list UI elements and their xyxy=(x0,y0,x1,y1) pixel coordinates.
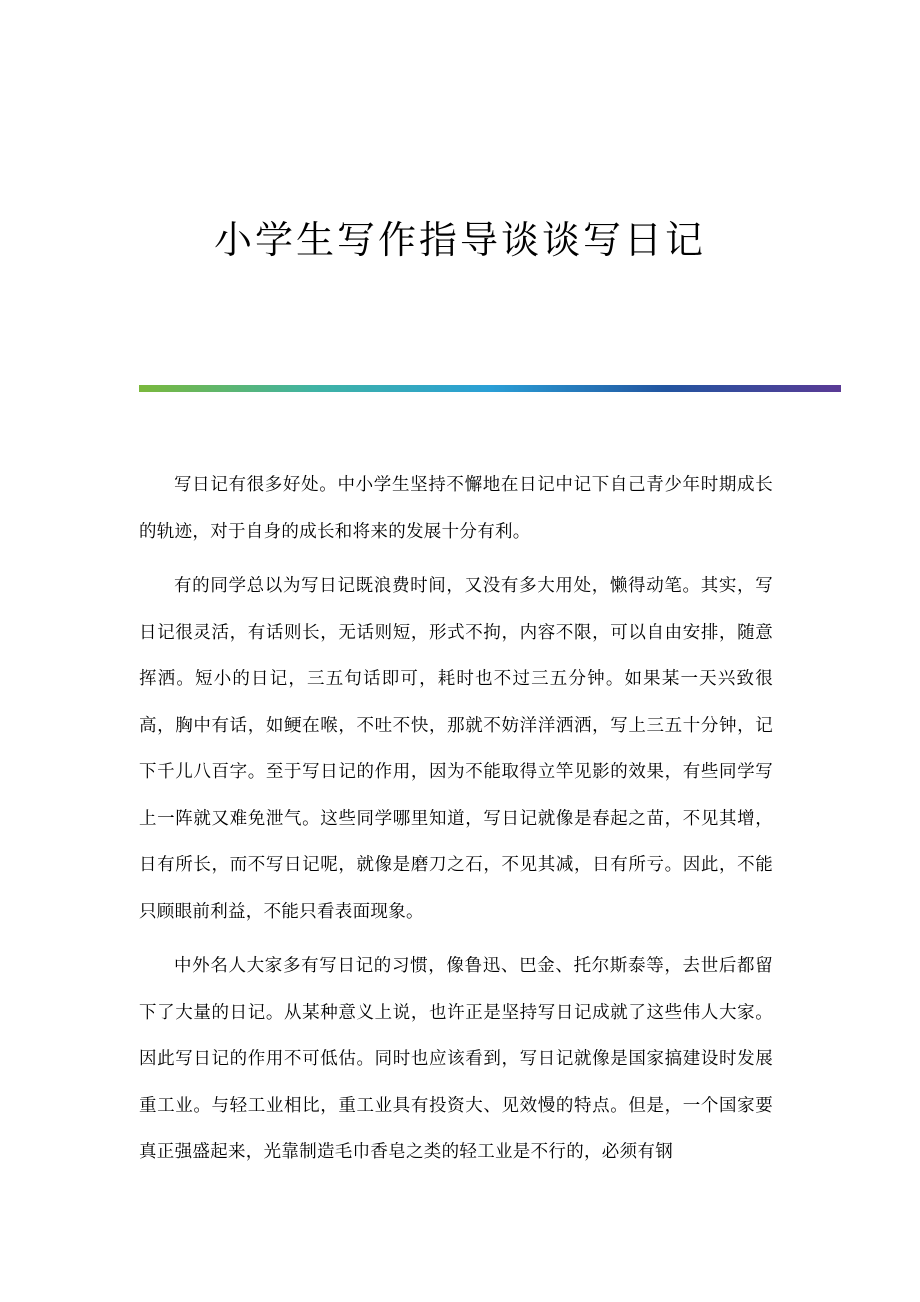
paragraph-2: 有的同学总以为写日记既浪费时间，又没有多大用处，懒得动笔。其实，写日记很灵活，有话则长，无话则短，形式不拘，内容不限，可以自由安排，随意挥洒。短小的日记，三五句话即可，耗时也不过三五分钟。如果某一天兴致很高，胸中有话，如鲠在喉，不吐不快，那就不妨洋洋洒洒，写上三五十分钟，记下千儿八百字。至于写日记的作用，因为不能取得立竿见影的效果，有些同学写上一阵就又难免泄气。这些同学哪里知道，写日记就像是春起之苗，不见其增，日有所长，而不写日记呢，就像是磨刀之石，不见其减，日有所亏。因此，不能只顾眼前利益，不能只看表面现象。 xyxy=(139,576,773,922)
document-title: 小学生写作指导谈谈写日记 xyxy=(213,218,706,262)
paragraph-3: 中外名人大家多有写日记的习惯，像鲁迅、巴金、托尔斯泰等，去世后都留下了大量的日记。从某种意义上说，也许正是坚持写日记成就了这些伟人大家。因此写日记的作用不可低估。同时也应该看到，写日记就像是国家搞建设时发展重工业。与轻工业相比，重工业具有投资大、见效慢的特点。但是，一个国家要真正强盛起来，光靠制造毛巾香皂之类的轻工业是不行的，必须有钢 xyxy=(139,956,773,1162)
document-body xyxy=(139,462,773,1274)
paragraph-1: 写日记有很多好处。中小学生坚持不懈地在日记中记下自己青少年时期成长的轨迹，对于自身的成长和将来的发展十分有利。 xyxy=(139,475,773,542)
title-divider xyxy=(139,385,841,392)
